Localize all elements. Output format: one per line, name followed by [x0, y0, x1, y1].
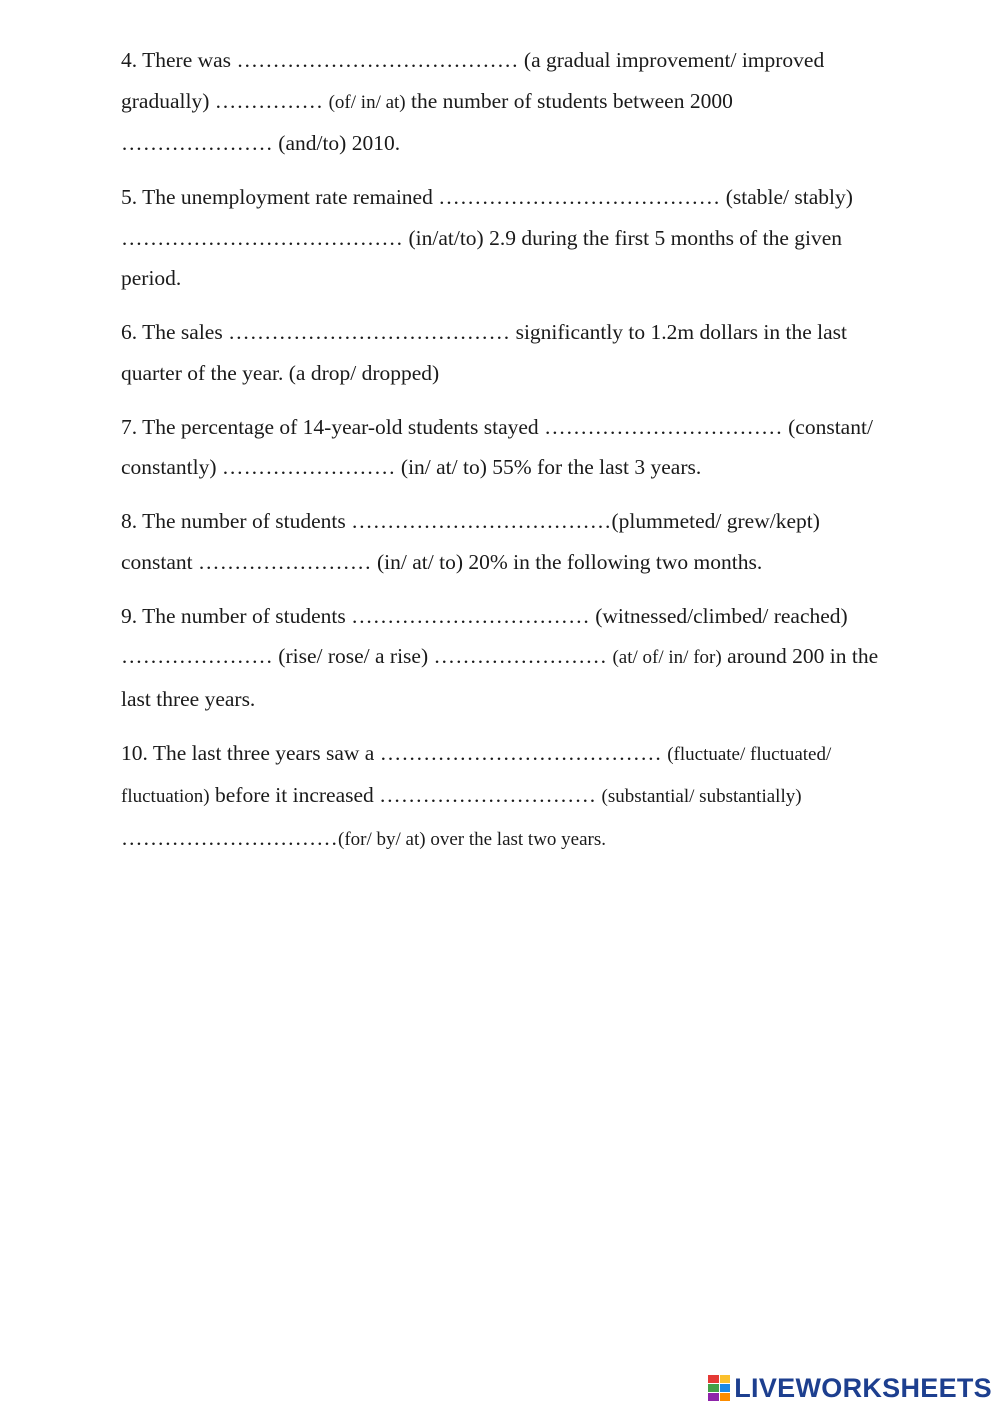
liveworksheets-logo[interactable] [708, 1373, 992, 1403]
exercise-line [121, 258, 961, 299]
option-hint: (at/ of/ in/ for) [612, 647, 722, 668]
exercise-text: quarter of the year. (a drop/ dropped) [121, 360, 440, 385]
answer-blank[interactable]: ………………………………… [438, 185, 721, 209]
exercise-text: (in/ at/ to) 20% in the following two months. [371, 549, 763, 574]
answer-blank[interactable]: ………………………………… [236, 48, 519, 72]
exercise-text: gradually) [121, 88, 215, 113]
exercise-line [121, 447, 961, 488]
exercise-text: (rise/ rose/ a rise) [272, 644, 434, 668]
answer-blank[interactable]: ………………………………… [121, 225, 404, 250]
exercise-line [121, 775, 961, 818]
exercise-line [121, 818, 961, 861]
exercise-text: the number of students between 2000 [405, 88, 733, 113]
answer-blank[interactable]: ………………………………… [228, 320, 511, 344]
exercise-line [121, 679, 961, 720]
answer-blank[interactable]: ………………… [121, 131, 273, 155]
answer-blank[interactable]: …………………………… [544, 414, 783, 439]
exercise-line [121, 353, 961, 394]
logo-text: LIVEWORKSHEETS [734, 1372, 992, 1403]
option-hint: (of/ in/ at) [328, 91, 406, 113]
exercise-item [121, 177, 961, 299]
exercise-item [121, 596, 961, 720]
logo-mark-block [708, 1393, 719, 1401]
exercise-line [121, 501, 961, 542]
exercise-text: constantly) [121, 455, 222, 479]
exercise-text: period. [121, 266, 182, 290]
exercise-text: constant [121, 549, 199, 574]
exercise-text: 5. The unemployment rate remained [121, 185, 439, 209]
answer-blank[interactable]: ……………………………… [351, 509, 612, 533]
liveworksheets-logo-icon [708, 1375, 730, 1401]
exercise-text: 4. There was [121, 48, 237, 72]
logo-mark-block [720, 1393, 731, 1401]
answer-blank[interactable]: ………………… [121, 644, 273, 668]
exercise-item [121, 501, 961, 582]
exercise-item [121, 312, 961, 393]
exercise-text: 8. The number of students [121, 509, 352, 533]
exercise-text: (stable/ stably) [720, 185, 853, 209]
logo-mark-block [720, 1384, 731, 1392]
answer-blank[interactable]: …………… [214, 88, 324, 113]
exercise-line [121, 81, 961, 124]
exercise-line [121, 123, 961, 164]
exercise-line [121, 733, 961, 776]
exercise-text: last three years. [121, 686, 256, 711]
exercise-line [121, 177, 961, 218]
exercise-item [121, 40, 961, 164]
answer-blank[interactable]: …………………… [433, 644, 608, 668]
exercise-text: (and/to) 2010. [272, 131, 401, 155]
answer-blank[interactable]: …………………………… [351, 603, 590, 628]
logo-mark-block [720, 1375, 731, 1383]
answer-blank[interactable]: ………………………… [379, 783, 597, 807]
exercise-line [121, 218, 961, 259]
worksheet-page [121, 40, 961, 874]
exercise-text: 7. The percentage of 14-year-old students stayed [121, 414, 545, 439]
answer-blank[interactable]: ………………………… [121, 825, 338, 850]
exercise-text: 6. The sales [121, 320, 229, 344]
exercise-line [121, 596, 961, 637]
exercise-line [121, 40, 961, 81]
logo-mark-block [708, 1375, 719, 1383]
exercise-line [121, 312, 961, 353]
exercise-text: 10. The last three years saw a [121, 740, 380, 765]
exercise-item [121, 733, 961, 861]
exercise-text: before it increased [209, 783, 380, 807]
answer-blank[interactable]: …………………… [221, 455, 396, 479]
exercise-text: (in/ at/ to) 55% for the last 3 years. [395, 455, 702, 479]
exercise-text: around 200 in the [721, 644, 879, 668]
exercise-line [121, 542, 961, 583]
option-hint: (substantial/ substantially) [601, 786, 802, 807]
option-hint: (fluctuate/ fluctuated/ [667, 743, 832, 765]
exercise-line [121, 407, 961, 448]
option-hint: (for/ by/ at) over the last two years. [338, 828, 607, 850]
exercise-text: (a gradual improvement/ improved [518, 48, 825, 72]
exercise-text: 9. The number of students [121, 603, 352, 628]
exercise-text: (constant/ [782, 414, 873, 439]
answer-blank[interactable]: ………………………………… [379, 740, 662, 765]
exercise-item [121, 407, 961, 488]
exercise-text: (plummeted/ grew/kept) [611, 509, 820, 533]
exercise-line [121, 636, 961, 679]
exercise-text: significantly to 1.2m dollars in the last [510, 320, 847, 344]
logo-mark-block [708, 1384, 719, 1392]
option-hint: fluctuation) [121, 786, 210, 807]
exercise-text: (witnessed/climbed/ reached) [589, 603, 848, 628]
exercise-text: (in/at/to) 2.9 during the first 5 months of the given [403, 225, 843, 250]
answer-blank[interactable]: …………………… [198, 549, 372, 574]
